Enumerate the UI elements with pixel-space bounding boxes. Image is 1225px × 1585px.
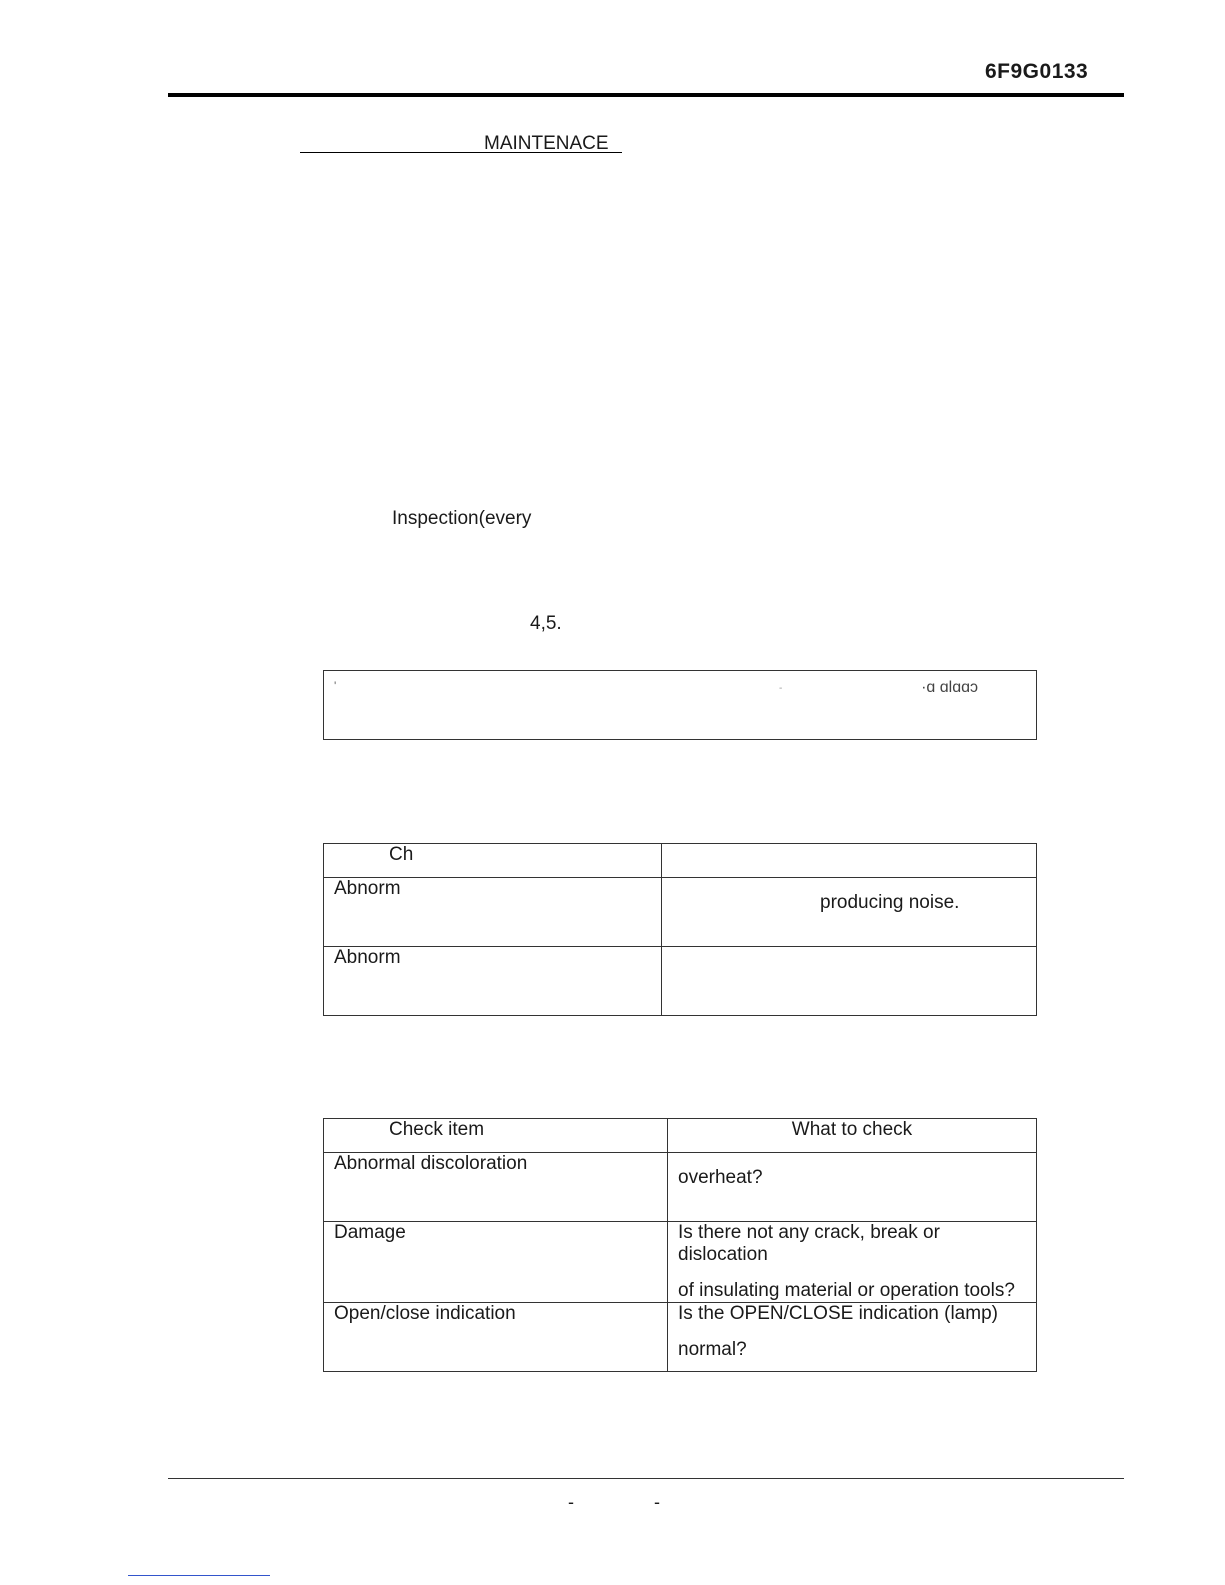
note-fragment: ·ɑ ɑlɑɑɔ — [921, 679, 978, 696]
check-line-2: normal? — [678, 1339, 747, 1360]
what-to-check — [662, 947, 1037, 1016]
check-table-2 — [323, 1118, 1037, 1372]
footer-rule — [168, 1478, 1124, 1479]
table-header-row — [324, 844, 1037, 878]
section-title: MAINTENACE — [484, 133, 609, 154]
note-box — [323, 670, 1037, 740]
check-item: Open/close indication — [324, 1303, 668, 1372]
note-mark: - — [779, 683, 783, 694]
table-row — [324, 878, 1037, 947]
what-to-check — [668, 1222, 1037, 1303]
footer-dash-left: - — [568, 1492, 574, 1512]
check-item: Abnorm — [324, 878, 662, 947]
what-to-check — [662, 878, 1037, 947]
check-line-1: Is the OPEN/CLOSE indication (lamp) — [678, 1303, 998, 1324]
page-bottom-underline — [128, 1575, 270, 1576]
check-table-1 — [323, 843, 1037, 1016]
reference-numbers: 4,5. — [530, 613, 562, 634]
check-line-2: overheat? — [678, 1167, 763, 1188]
note-tick: ' — [334, 679, 337, 693]
table-row — [324, 1303, 1037, 1372]
check-item: Abnormal discoloration — [324, 1153, 668, 1222]
what-to-check — [668, 1303, 1037, 1372]
table-row — [324, 1222, 1037, 1303]
header-what-to-check — [662, 844, 1037, 878]
header-check-item: Ch — [324, 844, 662, 878]
header-check-item: Check item — [324, 1119, 668, 1153]
table-row — [324, 1153, 1037, 1222]
check-line-2: of insulating material or operation tools? — [678, 1280, 1015, 1301]
check-item: Damage — [324, 1222, 668, 1303]
what-to-check — [668, 1153, 1037, 1222]
footer-dash-right: - — [654, 1492, 660, 1512]
table-header-row — [324, 1119, 1037, 1153]
check-line-2: producing noise. — [820, 892, 960, 913]
check-line-1: Is there not any crack, break or dislocation — [678, 1222, 940, 1265]
check-line-2 — [672, 947, 1026, 961]
document-id: 6F9G0133 — [985, 60, 1089, 83]
table-row — [324, 947, 1037, 1016]
header-what-to-check: What to check — [668, 1119, 1037, 1153]
inspection-label: Inspection(every — [392, 508, 532, 529]
check-item: Abnorm — [324, 947, 662, 1016]
header-rule — [168, 93, 1124, 97]
